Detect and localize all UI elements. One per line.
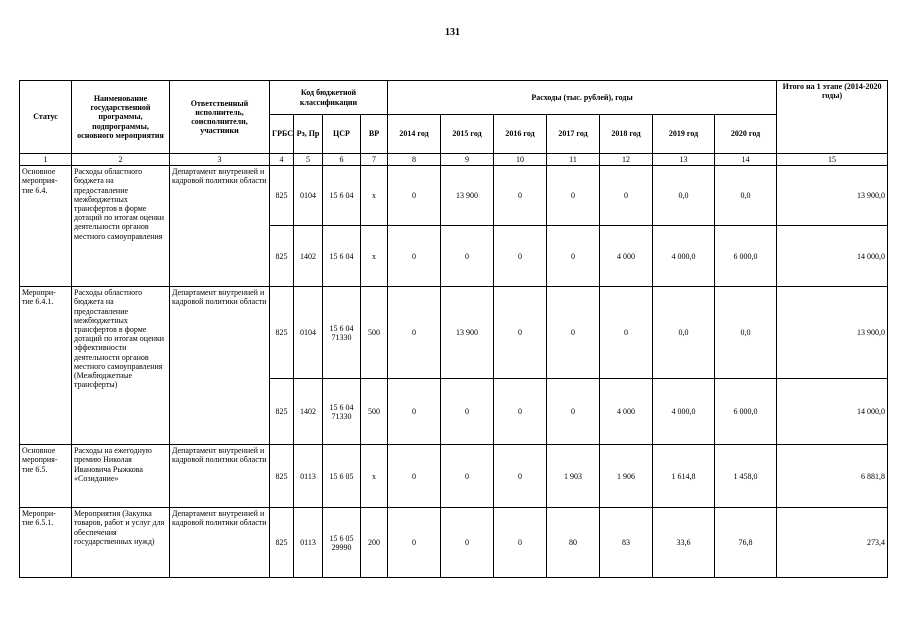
value-2017: 0: [547, 379, 600, 445]
column-number: 5: [294, 154, 323, 166]
value-2015: 0: [441, 379, 494, 445]
value-2019: 4 000,0: [653, 379, 715, 445]
column-number: 14: [715, 154, 777, 166]
value-2019: 4 000,0: [653, 226, 715, 287]
header-budget-code: Код бюджетной классификации: [270, 81, 388, 115]
header-2018: 2018 год: [600, 115, 653, 154]
value-total: 6 881,8: [777, 445, 888, 508]
header-vr: ВР: [361, 115, 388, 154]
value-2016: 0: [494, 508, 547, 578]
vr-cell: 200: [361, 508, 388, 578]
table-row: [20, 445, 888, 508]
header-name: Наименование государственной программы, подпрограммы, основного мероприятия: [72, 81, 170, 154]
value-2017: 80: [547, 508, 600, 578]
value-2018: 1 906: [600, 445, 653, 508]
value-2020: 6 000,0: [715, 379, 777, 445]
column-number: 12: [600, 154, 653, 166]
rzpr-cell: 0113: [294, 508, 323, 578]
value-2014: 0: [388, 287, 441, 379]
header-2019: 2019 год: [653, 115, 715, 154]
csr-cell: 15 6 05: [323, 445, 361, 508]
executor-cell: Департамент внутренней и кадровой политики области: [170, 445, 270, 508]
value-2015: 13 900: [441, 166, 494, 226]
value-2014: 0: [388, 445, 441, 508]
column-number: 9: [441, 154, 494, 166]
page-number: 131: [445, 27, 460, 38]
column-number: 11: [547, 154, 600, 166]
table-row: [20, 287, 888, 379]
value-2016: 0: [494, 379, 547, 445]
status-cell: Меропри- тие 6.4.1.: [20, 287, 72, 445]
column-number: 7: [361, 154, 388, 166]
rzpr-cell: 0104: [294, 166, 323, 226]
csr-cell: 15 6 04: [323, 166, 361, 226]
value-2015: 0: [441, 445, 494, 508]
column-number: 4: [270, 154, 294, 166]
value-2019: 0,0: [653, 287, 715, 379]
name-cell: Расходы на ежегодную премию Николая Ивановича Рыжкова «Созидание»: [72, 445, 170, 508]
grbs-cell: 825: [270, 287, 294, 379]
vr-cell: x: [361, 445, 388, 508]
column-number: 6: [323, 154, 361, 166]
name-cell: Расходы областного бюджета на предоставление межбюджетных трансфертов в форме дотаций по итогам оценки деятельности органов местного самоуправления: [72, 166, 170, 287]
grbs-cell: 825: [270, 445, 294, 508]
vr-cell: 500: [361, 379, 388, 445]
value-2014: 0: [388, 166, 441, 226]
csr-cell: 15 6 04 71330: [323, 287, 361, 379]
value-2018: 0: [600, 287, 653, 379]
value-2020: 6 000,0: [715, 226, 777, 287]
column-number-row: [20, 154, 888, 166]
table-row: [20, 508, 888, 578]
vr-cell: x: [361, 166, 388, 226]
value-2016: 0: [494, 166, 547, 226]
column-number: 10: [494, 154, 547, 166]
value-2014: 0: [388, 226, 441, 287]
value-total: 14 000,0: [777, 379, 888, 445]
value-2017: 1 903: [547, 445, 600, 508]
header-2017: 2017 год: [547, 115, 600, 154]
header-2020: 2020 год: [715, 115, 777, 154]
value-2017: 0: [547, 166, 600, 226]
vr-cell: x: [361, 226, 388, 287]
grbs-cell: 825: [270, 226, 294, 287]
value-2018: 4 000: [600, 226, 653, 287]
value-total: 14 000,0: [777, 226, 888, 287]
value-2020: 1 458,0: [715, 445, 777, 508]
header-grbs: ГРБС: [270, 115, 294, 154]
value-2019: 33,6: [653, 508, 715, 578]
csr-cell: 15 6 05 29990: [323, 508, 361, 578]
value-2016: 0: [494, 226, 547, 287]
table-row: [20, 166, 888, 226]
rzpr-cell: 0104: [294, 287, 323, 379]
header-csr: ЦСР: [323, 115, 361, 154]
value-2015: 0: [441, 226, 494, 287]
value-2020: 0,0: [715, 287, 777, 379]
column-number: 2: [72, 154, 170, 166]
status-cell: Основное мероприя- тие 6.4.: [20, 166, 72, 287]
value-2016: 0: [494, 445, 547, 508]
value-2018: 83: [600, 508, 653, 578]
header-executor: Ответственный исполнитель, соисполнители, участники: [170, 81, 270, 154]
value-2020: 0,0: [715, 166, 777, 226]
grbs-cell: 825: [270, 166, 294, 226]
value-2015: 13 900: [441, 287, 494, 379]
header-2014: 2014 год: [388, 115, 441, 154]
header-rzpr: Рз, Пр: [294, 115, 323, 154]
header-2015: 2015 год: [441, 115, 494, 154]
value-total: 273,4: [777, 508, 888, 578]
column-number: 8: [388, 154, 441, 166]
header-expenses: Расходы (тыс. рублей), годы: [388, 81, 777, 115]
header-total: Итого на 1 этапе (2014-2020 годы): [777, 81, 888, 154]
executor-cell: Департамент внутренней и кадровой политики области: [170, 508, 270, 578]
grbs-cell: 825: [270, 379, 294, 445]
rzpr-cell: 1402: [294, 226, 323, 287]
column-number: 1: [20, 154, 72, 166]
value-2014: 0: [388, 508, 441, 578]
status-cell: Меропри- тие 6.5.1.: [20, 508, 72, 578]
budget-table: [19, 80, 888, 578]
value-2019: 1 614,8: [653, 445, 715, 508]
name-cell: Мероприятия (Закупка товаров, работ и услуг для обеспечения государственных нужд): [72, 508, 170, 578]
value-2017: 0: [547, 226, 600, 287]
value-2015: 0: [441, 508, 494, 578]
grbs-cell: 825: [270, 508, 294, 578]
value-2014: 0: [388, 379, 441, 445]
vr-cell: 500: [361, 287, 388, 379]
value-2017: 0: [547, 287, 600, 379]
csr-cell: 15 6 04 71330: [323, 379, 361, 445]
value-2016: 0: [494, 287, 547, 379]
column-number: 3: [170, 154, 270, 166]
header-status: Статус: [20, 81, 72, 154]
value-2018: 0: [600, 166, 653, 226]
value-total: 13 900,0: [777, 287, 888, 379]
value-2018: 4 000: [600, 379, 653, 445]
value-2020: 76,8: [715, 508, 777, 578]
column-number: 13: [653, 154, 715, 166]
rzpr-cell: 1402: [294, 379, 323, 445]
rzpr-cell: 0113: [294, 445, 323, 508]
column-number: 15: [777, 154, 888, 166]
status-cell: Основное мероприя- тие 6.5.: [20, 445, 72, 508]
name-cell: Расходы областного бюджета на предоставление межбюджетных трансфертов в форме дотаций по итогам оценки эффективности деятельности органов местного самоуправления (Межбюджетные трансферты): [72, 287, 170, 445]
value-2019: 0,0: [653, 166, 715, 226]
value-total: 13 900,0: [777, 166, 888, 226]
executor-cell: Департамент внутренней и кадровой политики области: [170, 287, 270, 445]
executor-cell: Департамент внутренней и кадровой политики области: [170, 166, 270, 287]
csr-cell: 15 6 04: [323, 226, 361, 287]
header-2016: 2016 год: [494, 115, 547, 154]
